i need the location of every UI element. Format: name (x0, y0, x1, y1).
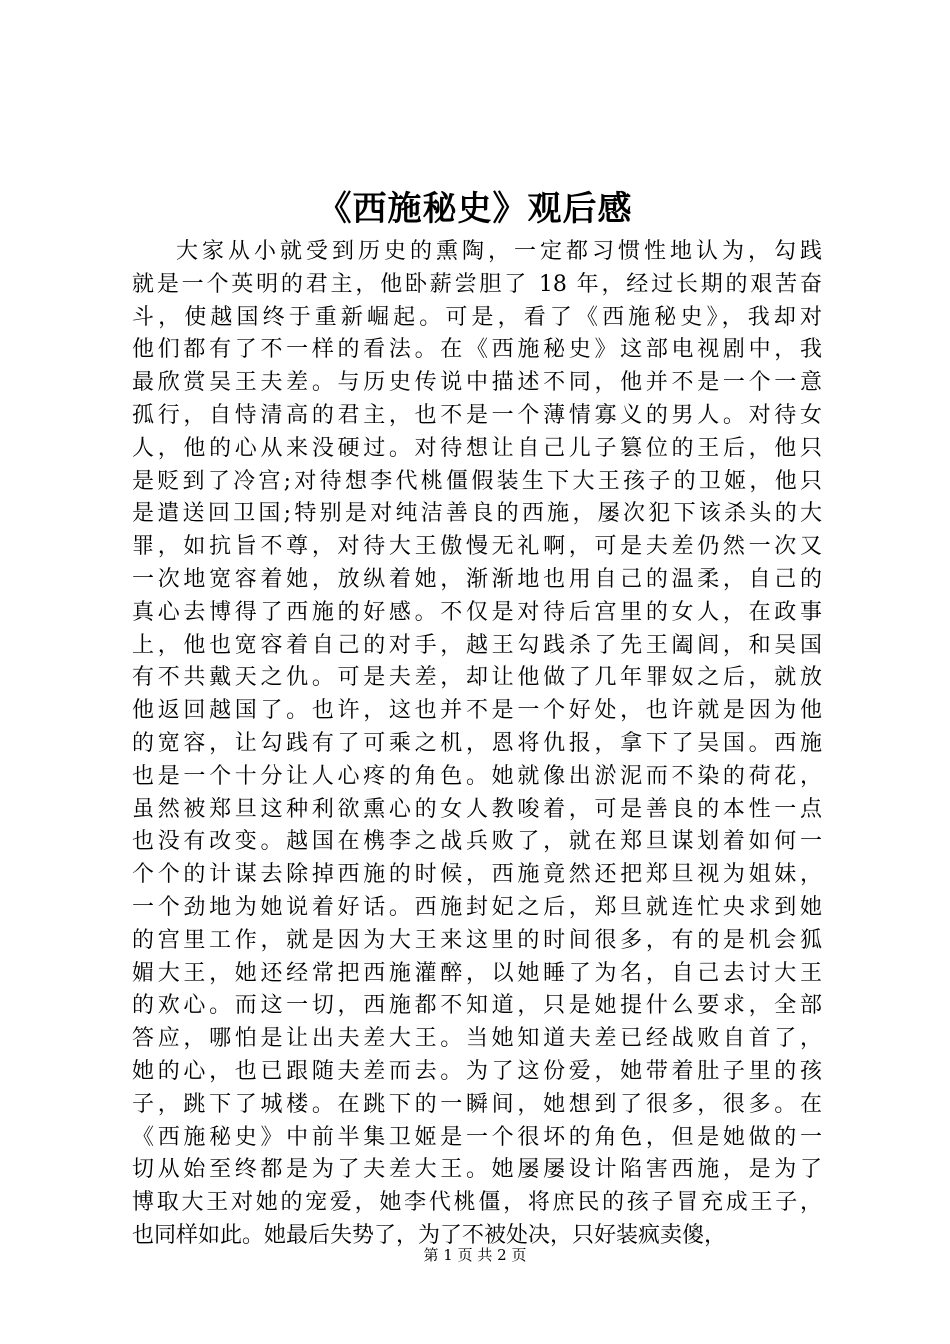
paragraph-line: 上，他也宽容着自己的对手，越王勾践杀了先王阖闾，和吴国 (132, 632, 822, 658)
paragraph-line: 子，跳下了城楼。在跳下的一瞬间，她想到了很多，很多。在 (132, 1091, 822, 1117)
paragraph-line: 是遣送回卫国;特别是对纯洁善良的西施，屡次犯下该杀头的大 (132, 501, 822, 527)
paragraph-line: 个个的计谋去除掉西施的时候，西施竟然还把郑旦视为姐妹， (132, 862, 822, 888)
paragraph-line: 就是一个英明的君主，他卧薪尝胆了 18 年，经过长期的艰苦奋 (132, 271, 822, 297)
paragraph-line: 人，他的心从来没硬过。对待想让自己儿子篡位的王后，他只 (132, 435, 822, 461)
paragraph-line: 切从始至终都是为了夫差大王。她屡屡设计陷害西施，是为了 (132, 1157, 822, 1183)
document-body (132, 236, 822, 1253)
page-number-footer: 第 1 页 共 2 页 (423, 1246, 527, 1264)
paragraph-line: 媚大王，她还经常把西施灌醉，以她睡了为名，自己去讨大王 (132, 960, 822, 986)
paragraph-line: 大家从小就受到历史的熏陶，一定都习惯性地认为，勾践 (132, 239, 822, 264)
paragraph-line: 罪，如抗旨不尊，对待大王傲慢无礼啊，可是夫差仍然一次又 (132, 534, 822, 560)
paragraph-line: 真心去博得了西施的好感。不仅是对待后宫里的女人，在政事 (132, 599, 822, 625)
paragraph-line: 虽然被郑旦这种利欲熏心的女人教唆着，可是善良的本性一点 (132, 796, 822, 822)
paragraph-line: 也没有改变。越国在槜李之战兵败了，就在郑旦谋划着如何一 (132, 829, 822, 855)
paragraph-line: 他返回越国了。也许，这也并不是一个好处，也许就是因为他 (132, 698, 822, 724)
paragraph-line: 也同样如此。她最后失势了，为了不被处决，只好装疯卖傻， (132, 1222, 727, 1248)
paragraph-line: 博取大王对她的宠爱，她李代桃僵，将庶民的孩子冒充成王子， (132, 1190, 822, 1216)
paragraph-line: 的宽容，让勾践有了可乘之机，恩将仇报，拿下了吴国。西施 (132, 730, 822, 756)
document-title: 《西施秘史》观后感 (317, 189, 633, 229)
paragraph-line: 一次地宽容着她，放纵着她，渐渐地也用自己的温柔，自己的 (132, 566, 822, 592)
paragraph-line: 她的心，也已跟随夫差而去。为了这份爱，她带着肚子里的孩 (132, 1058, 822, 1084)
paragraph-line: 有不共戴天之仇。可是夫差，却让他做了几年罪奴之后，就放 (132, 665, 822, 691)
paragraph-line: 孤行，自恃清高的君主，也不是一个薄情寡义的男人。对待女 (132, 402, 822, 428)
paragraph-line: 答应，哪怕是让出夫差大王。当她知道夫差已经战败自首了， (132, 1026, 822, 1052)
paragraph-line: 斗，使越国终于重新崛起。可是，看了《西施秘史》，我却对 (132, 304, 822, 330)
paragraph-line: 也是一个十分让人心疼的角色。她就像出淤泥而不染的荷花， (132, 763, 822, 789)
paragraph-line: 最欣赏吴王夫差。与历史传说中描述不同，他并不是一个一意 (132, 370, 822, 396)
paragraph-line: 是贬到了冷宫;对待想李代桃僵假装生下大王孩子的卫姬，他只 (132, 468, 822, 494)
paragraph-line: 一个劲地为她说着好话。西施封妃之后，郑旦就连忙央求到她 (132, 894, 822, 920)
paragraph-line: 他们都有了不一样的看法。在《西施秘史》这部电视剧中，我 (132, 337, 822, 363)
paragraph-line: 的宫里工作，就是因为大王来这里的时间很多，有的是机会狐 (132, 927, 822, 953)
paragraph-line: 《西施秘史》中前半集卫姬是一个很坏的角色，但是她做的一 (132, 1124, 822, 1150)
paragraph-line: 的欢心。而这一切，西施都不知道，只是她提什么要求，全部 (132, 993, 822, 1019)
